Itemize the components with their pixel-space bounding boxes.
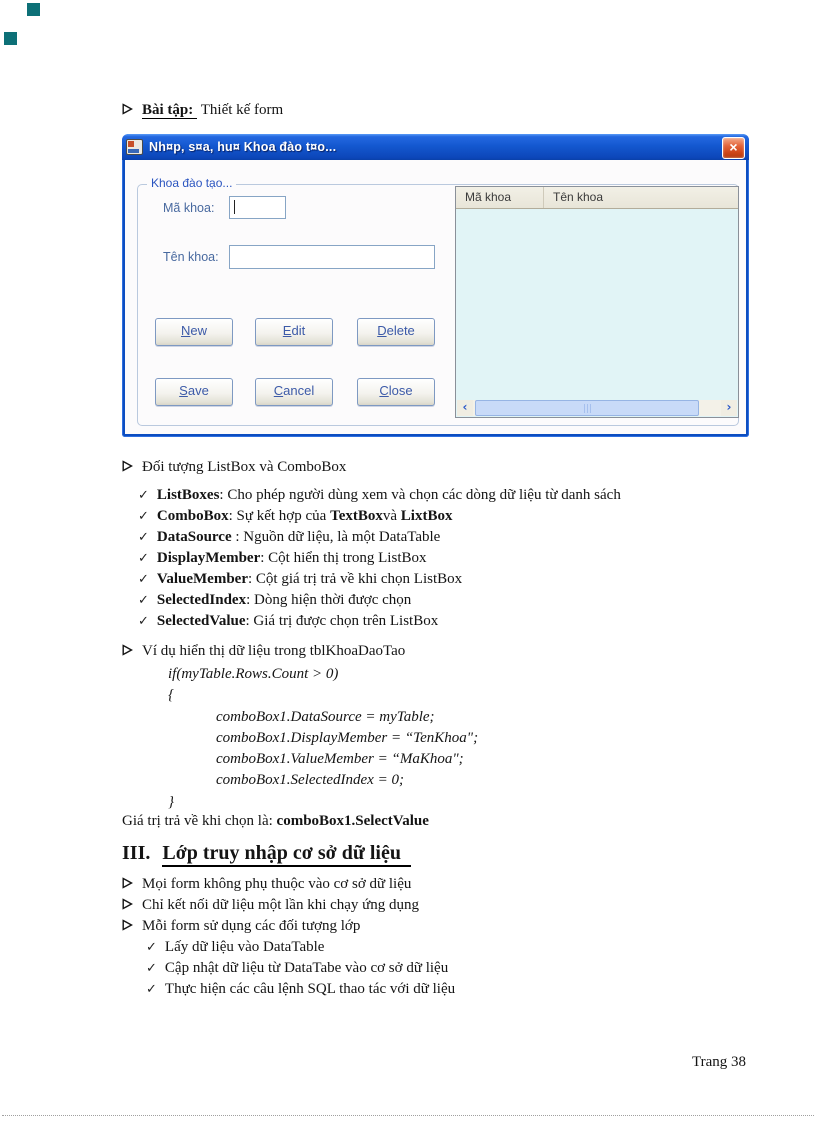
check-icon: ✓ [138,488,149,503]
code-line: comboBox1.SelectedIndex = 0; [216,772,404,789]
section-number: III. [122,842,151,864]
list-item: ✓ ComboBox: Sự kết hợp của TextBoxvà LixtBox [138,508,453,524]
check-icon: ✓ [138,530,149,545]
code-line: comboBox1.ValueMember = “MaKhoa"; [216,751,464,768]
check-icon: ✓ [138,551,149,566]
form-icon [126,139,143,155]
teal-marker [27,3,40,16]
form-window [122,134,749,437]
scroll-left-icon[interactable]: ‹ [457,400,473,416]
page-bottom-divider [2,1115,814,1116]
new-button-accel: N [180,323,191,338]
new-button[interactable] [155,318,233,346]
check-icon: ✓ [138,593,149,608]
arrow-bullet-icon [122,876,133,893]
check-icon: ✓ [146,961,157,976]
check-icon: ✓ [146,982,157,997]
listbox-properties-list [122,487,621,634]
check-icon: ✓ [138,572,149,587]
khoa-listview[interactable] [455,186,739,418]
cancel-button[interactable] [255,378,333,406]
intro-line [122,102,283,119]
section3-bullets [122,876,419,939]
arrow-bullet-icon [122,459,133,476]
close-button-accel: C [379,383,389,398]
scroll-thumb[interactable] [475,400,699,416]
cancel-button-label: ancel [283,383,315,398]
section3-checks [122,939,455,1002]
save-button-label: ave [187,383,209,398]
bullet-item: Mỗi form sử dụng các đối tượng lớp [122,918,419,939]
example-section-title: Ví dụ hiển thị dữ liệu trong tblKhoaDaoTao [142,643,406,659]
form-titlebar[interactable] [122,134,749,160]
text-caret [234,200,235,214]
column-header-ten-khoa[interactable]: Tên khoa [553,190,604,204]
code-block [122,664,478,813]
list-item: ✓ Cập nhật dữ liệu từ DataTabe vào cơ sở dữ liệu [146,960,449,976]
delete-button-accel: D [377,323,387,338]
cancel-button-accel: C [273,383,284,398]
listview-body[interactable] [456,209,738,400]
save-button-accel: S [179,383,188,398]
listview-header [456,187,738,209]
section-title: Lớp truy nhập cơ sở dữ liệu [162,842,411,867]
arrow-bullet-icon [122,918,133,935]
return-note: Giá trị trả về khi chọn là: comboBox1.SelectValue [122,813,429,829]
close-form-button[interactable] [357,378,435,406]
form-client-area [125,160,746,434]
delete-button[interactable] [357,318,435,346]
scroll-right-icon[interactable]: › [721,400,737,416]
bullet-item: Chỉ kết nối dữ liệu một lần khi chạy ứng dụng [122,897,419,918]
intro-rest: Thiết kế form [197,102,284,118]
arrow-bullet-icon [122,643,133,660]
arrow-bullet-icon [122,102,133,119]
groupbox-label: Khoa đào tạo... [147,176,236,190]
check-icon: ✓ [138,614,149,629]
edit-button-label: dit [291,323,306,338]
example-section-header [122,643,405,660]
list-item: ✓ Lấy dữ liệu vào DataTable [146,939,325,955]
new-button-label: ew [190,323,207,338]
close-button-label: lose [388,383,413,398]
arrow-bullet-icon [122,897,133,914]
intro-label: Bài tập: [142,102,197,119]
listbox-section-header [122,459,346,476]
code-line: comboBox1.DataSource = myTable; [216,708,435,725]
code-line: comboBox1.DisplayMember = “TenKhoa"; [216,729,479,746]
code-line: if(myTable.Rows.Count > 0) [168,666,339,682]
bullet-item: Mọi form không phụ thuộc vào cơ sở dữ liệu [122,876,419,897]
form-title: Nh¤p, s¤a, hu¤ Khoa đào t¤o... [149,140,337,154]
code-line: { [168,687,174,704]
save-button[interactable] [155,378,233,406]
list-item: ✓ DataSource : Nguồn dữ liệu, là một DataTable [138,529,441,545]
list-item: ✓ SelectedIndex: Dòng hiện thời được chọn [138,592,412,608]
code-line: } [168,793,174,810]
check-icon: ✓ [138,509,149,524]
ten-khoa-input[interactable] [229,245,435,269]
horizontal-scrollbar[interactable] [457,400,737,416]
check-icon: ✓ [146,940,157,955]
list-item: ✓ SelectedValue: Giá trị được chọn trên ListBox [138,613,439,629]
delete-button-label: elete [386,323,415,338]
column-header-ma-khoa[interactable]: Mã khoa [456,187,544,208]
page-number: Trang 38 [691,1054,746,1070]
list-item: ✓ DisplayMember: Cột hiển thị trong ListBox [138,550,427,566]
list-item: ✓ ValueMember: Cột giá trị trả về khi chọn ListBox [138,571,463,587]
ma-khoa-label: Mã khoa: [163,201,215,215]
edit-button[interactable] [255,318,333,346]
listbox-section-title: Đối tượng ListBox và ComboBox [142,459,347,475]
edit-button-accel: E [282,323,292,338]
teal-marker [4,32,17,45]
ten-khoa-label: Tên khoa: [163,250,219,264]
ma-khoa-input[interactable] [229,196,286,219]
close-button[interactable]: × [722,137,745,159]
section-heading [122,842,411,865]
list-item: ✓ Thực hiện các câu lệnh SQL thao tác với dữ liệu [146,981,456,997]
list-item: ✓ ListBoxes: Cho phép người dùng xem và chọn các dòng dữ liệu từ danh sách [138,487,621,503]
